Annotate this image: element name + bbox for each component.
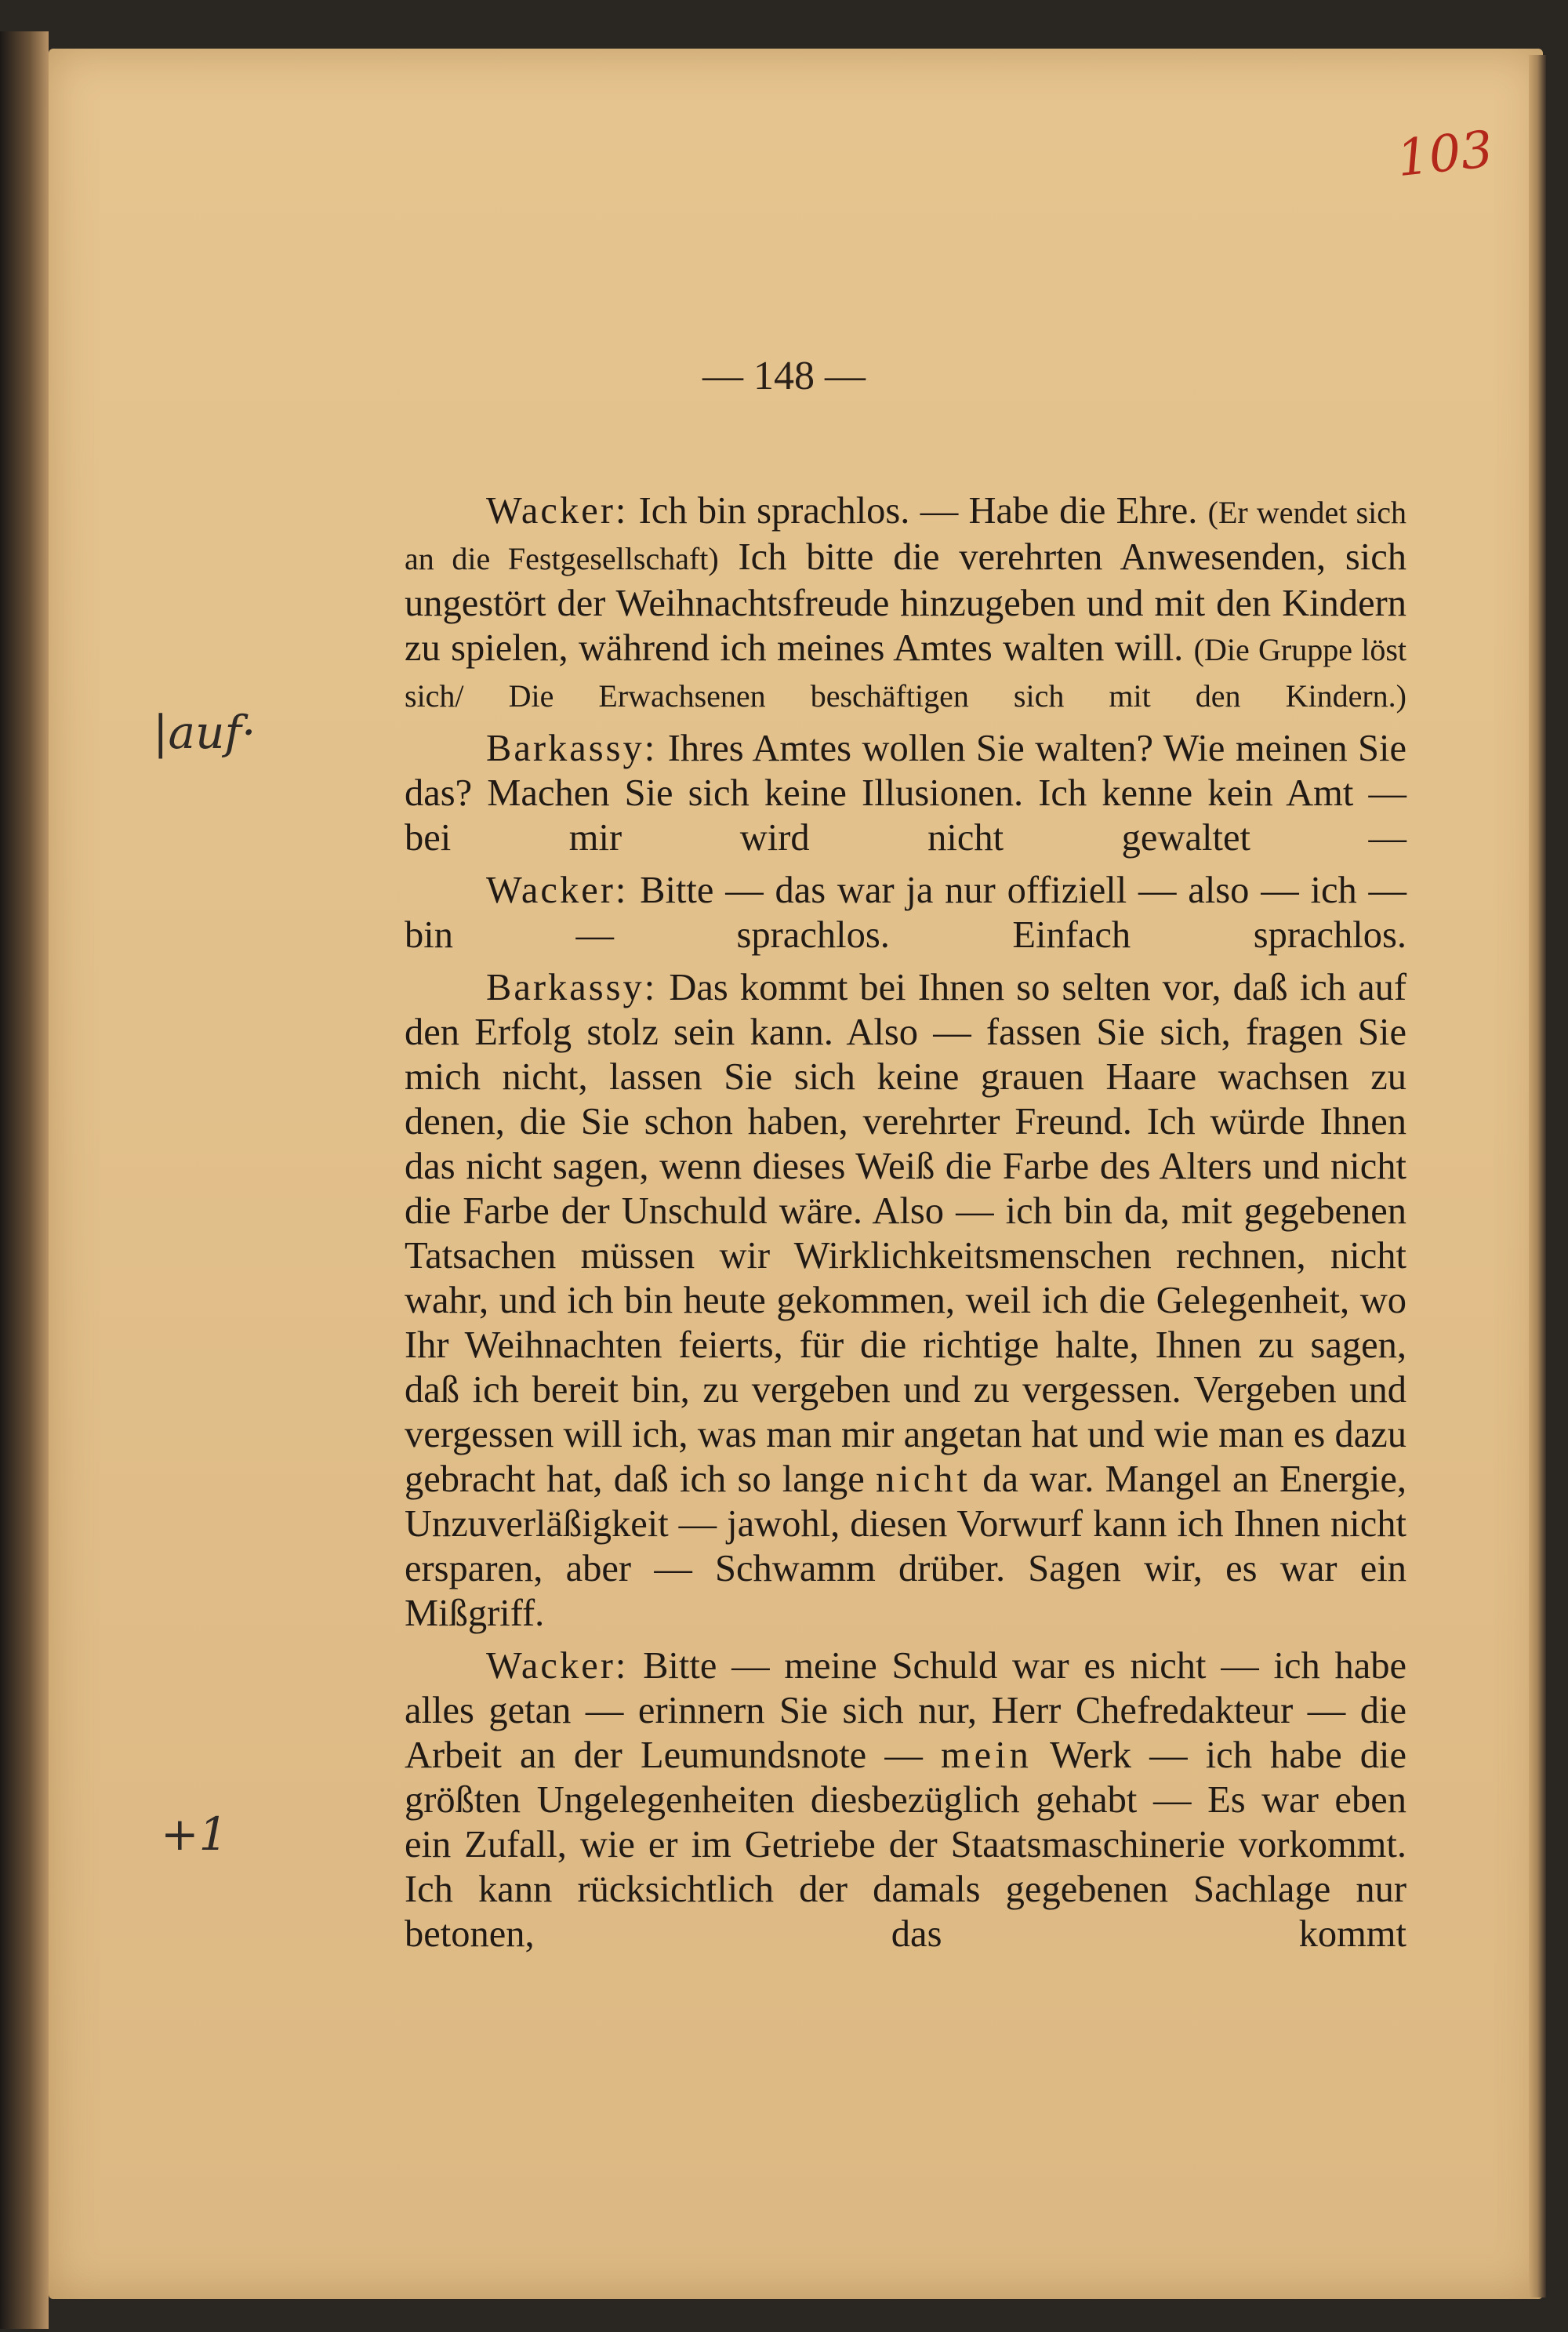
dialogue-paragraph xyxy=(405,1644,1406,1956)
margin-note-annotation: +1 xyxy=(161,1807,228,1861)
dialogue-text: Ich bin sprachlos. — Habe die Ehre. xyxy=(628,490,1208,532)
dialogue-text: Ich bitte die verehrten Anwesenden, sich ungestört der Weihnachtsfreude hinzugeben und mit den Kindern zu spielen, während ich meines Amtes walten will. xyxy=(405,536,1406,669)
dialogue-paragraph xyxy=(405,489,1406,718)
dialogue-text: Werk — ich habe die größten Ungelegenheiten diesbezüglich gehabt — Es war eben ein Zufall, wie er im Getriebe der Staatsmaschinerie vorkommt. Ich kann rücksichtlich der damals gegebenen Sachlage nur betonen, das kommt xyxy=(405,1734,1406,1955)
speaker-name: Barkassy: xyxy=(486,728,658,769)
dialogue-text: Das kommt bei Ihnen so selten vor, daß ich auf den Erfolg stolz sein kann. Also — fassen Sie sich, fragen Sie mich nicht, lassen Sie sich keine grauen Haare wachsen zu denen, die Sie schon haben, verehrter Freund. Ich würde Ihnen das nicht sagen, wenn dieses Weiß die Farbe des Alters und nicht die Farbe der Unschuld wäre. Also — ich bin da, mit gegebenen Tatsachen müssen wir Wirklichkeitsmenschen rechnen, nicht wahr, und ich bin heute gekommen, weil ich die Gelegenheit, wo Ihr Weihnachten feierts, für die richtige halte, Ihnen zu sagen, daß ich bereit bin, zu vergeben und zu vergessen. Vergeben und vergessen will ich, was man mir angetan hat und wie man es dazu gebracht hat, daß ich so lange xyxy=(405,967,1406,1500)
handwritten-folio-number: 103 xyxy=(1394,120,1496,189)
dialogue-paragraph xyxy=(405,868,1406,957)
dialogue-text: Bitte — das war ja nur offiziell — also — ich — bin — sprachlos. Einfach sprachlos. xyxy=(405,870,1406,956)
body-text xyxy=(405,489,1406,1956)
stage-direction: (Er wendet sich an die Festgesellschaft) xyxy=(405,495,1407,576)
speaker-name: Wacker: xyxy=(486,1645,629,1687)
speaker-name: Barkassy: xyxy=(486,967,658,1008)
dialogue-text: Ihres Amtes wollen Sie walten? Wie meinen Sie das? Machen Sie sich keine Illusionen. Ich kenne kein Amt — bei mir wird nicht gewaltet — xyxy=(405,728,1406,859)
stage-direction: (Die Gruppe löst sich/ Die Erwachsenen beschäftigen sich mit den Kindern.) xyxy=(405,632,1406,714)
page-edge-shadow xyxy=(1529,55,1546,2297)
dialogue-paragraph xyxy=(405,965,1406,1636)
emphasized-text: mein xyxy=(940,1734,1033,1776)
margin-note-annotation: |auf· xyxy=(153,706,256,759)
dialogue-paragraph xyxy=(405,726,1406,860)
dialogue-text: Bitte — meine Schuld war es nicht — ich habe alles getan — erinnern Sie sich nur, Herr Chefredakteur — die Arbeit an der Leumundsnote — xyxy=(405,1645,1406,1776)
dialogue-text: da war. Mangel an Energie, Unzuverläßigkeit — jawohl, diesen Vorwurf kann ich Ihnen nicht ersparen, aber — Schwamm drüber. Sagen wir, es war ein Mißgriff. xyxy=(405,1458,1407,1634)
speaker-name: Wacker: xyxy=(486,490,629,532)
page-number: — 148 — xyxy=(702,354,866,398)
speaker-name: Wacker: xyxy=(486,870,629,911)
emphasized-text: nicht xyxy=(876,1458,972,1500)
book-binding-edge xyxy=(0,31,49,2329)
